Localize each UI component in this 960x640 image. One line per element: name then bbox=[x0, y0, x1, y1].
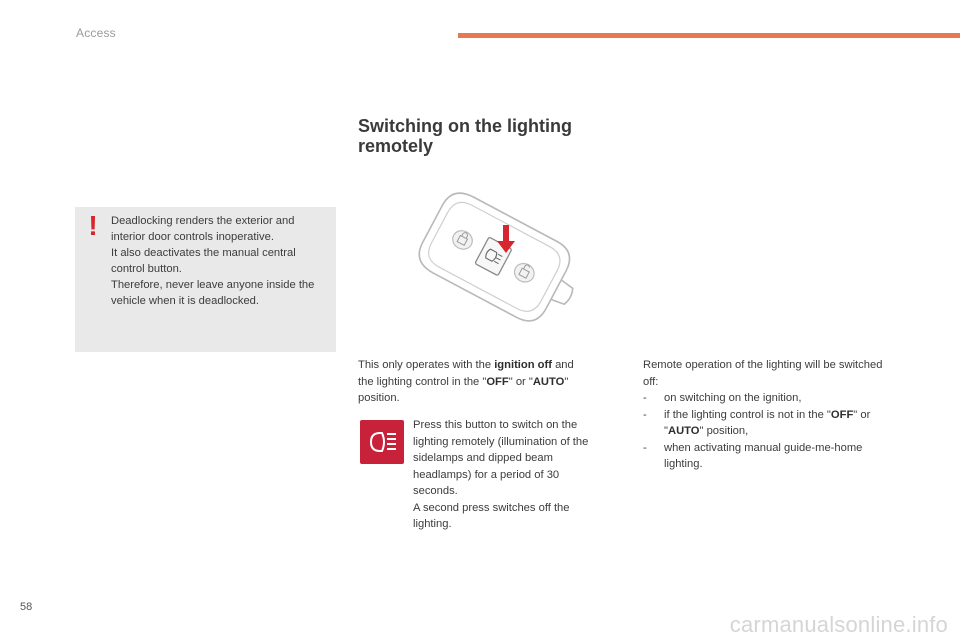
list-item bbox=[643, 440, 893, 473]
warning-text bbox=[111, 213, 329, 309]
list-item bbox=[643, 407, 893, 440]
warning-box bbox=[75, 207, 336, 352]
watermark: carmanualsonline.info bbox=[729, 612, 948, 637]
list-dash: - bbox=[643, 441, 647, 454]
intro-text-3: " or " bbox=[508, 375, 533, 388]
switch-off-intro: Remote operation of the lighting will be switched off: bbox=[643, 359, 883, 388]
headlamp-icon bbox=[360, 420, 404, 464]
exclamation-icon: ! bbox=[88, 210, 98, 241]
page-number: 58 bbox=[20, 601, 33, 613]
intro-text-4: " position. bbox=[358, 375, 569, 404]
section-header: Access bbox=[76, 26, 116, 40]
intro-text-2: and the lighting control in the " bbox=[358, 359, 574, 388]
off-term: OFF bbox=[486, 375, 509, 388]
section-title: Switching on the lighting remotely bbox=[358, 116, 572, 156]
warning-line: Therefore, never leave anyone inside the vehicle when it is deadlocked. bbox=[111, 279, 315, 307]
header-accent-bar bbox=[458, 33, 960, 38]
list-item-text: on switching on the ignition, bbox=[664, 392, 802, 404]
ignition-off-term: ignition off bbox=[494, 359, 552, 371]
button-second-press-text: A second press switches off the lighting. bbox=[413, 501, 570, 530]
button-description bbox=[413, 417, 598, 533]
auto-term: AUTO bbox=[667, 425, 700, 437]
switch-off-conditions bbox=[643, 357, 893, 473]
list-item-text: " position, bbox=[699, 425, 749, 437]
off-term: OFF bbox=[830, 408, 854, 421]
list-item bbox=[643, 390, 893, 407]
list-item-text: when activating manual guide-me-home lighting. bbox=[664, 441, 863, 470]
button-desc-text: Press this button to switch on the lighting remotely (illumination of the sidelamps and dipped beam headlamps) for a period of 30 seconds. bbox=[413, 419, 589, 497]
warning-line: It also deactivates the manual central control button. bbox=[111, 247, 296, 275]
intro-text-1: This only operates with the bbox=[358, 359, 495, 371]
list-item-text: if the lighting control is not in the " bbox=[664, 408, 831, 421]
auto-term: AUTO bbox=[532, 375, 565, 388]
remote-key-illustration bbox=[405, 185, 580, 325]
list-dash: - bbox=[643, 392, 647, 404]
operating-conditions bbox=[358, 357, 588, 407]
list-item-text: " or " bbox=[664, 408, 871, 437]
list-dash: - bbox=[643, 408, 647, 421]
warning-line: Deadlocking renders the exterior and interior door controls inoperative. bbox=[111, 215, 295, 243]
